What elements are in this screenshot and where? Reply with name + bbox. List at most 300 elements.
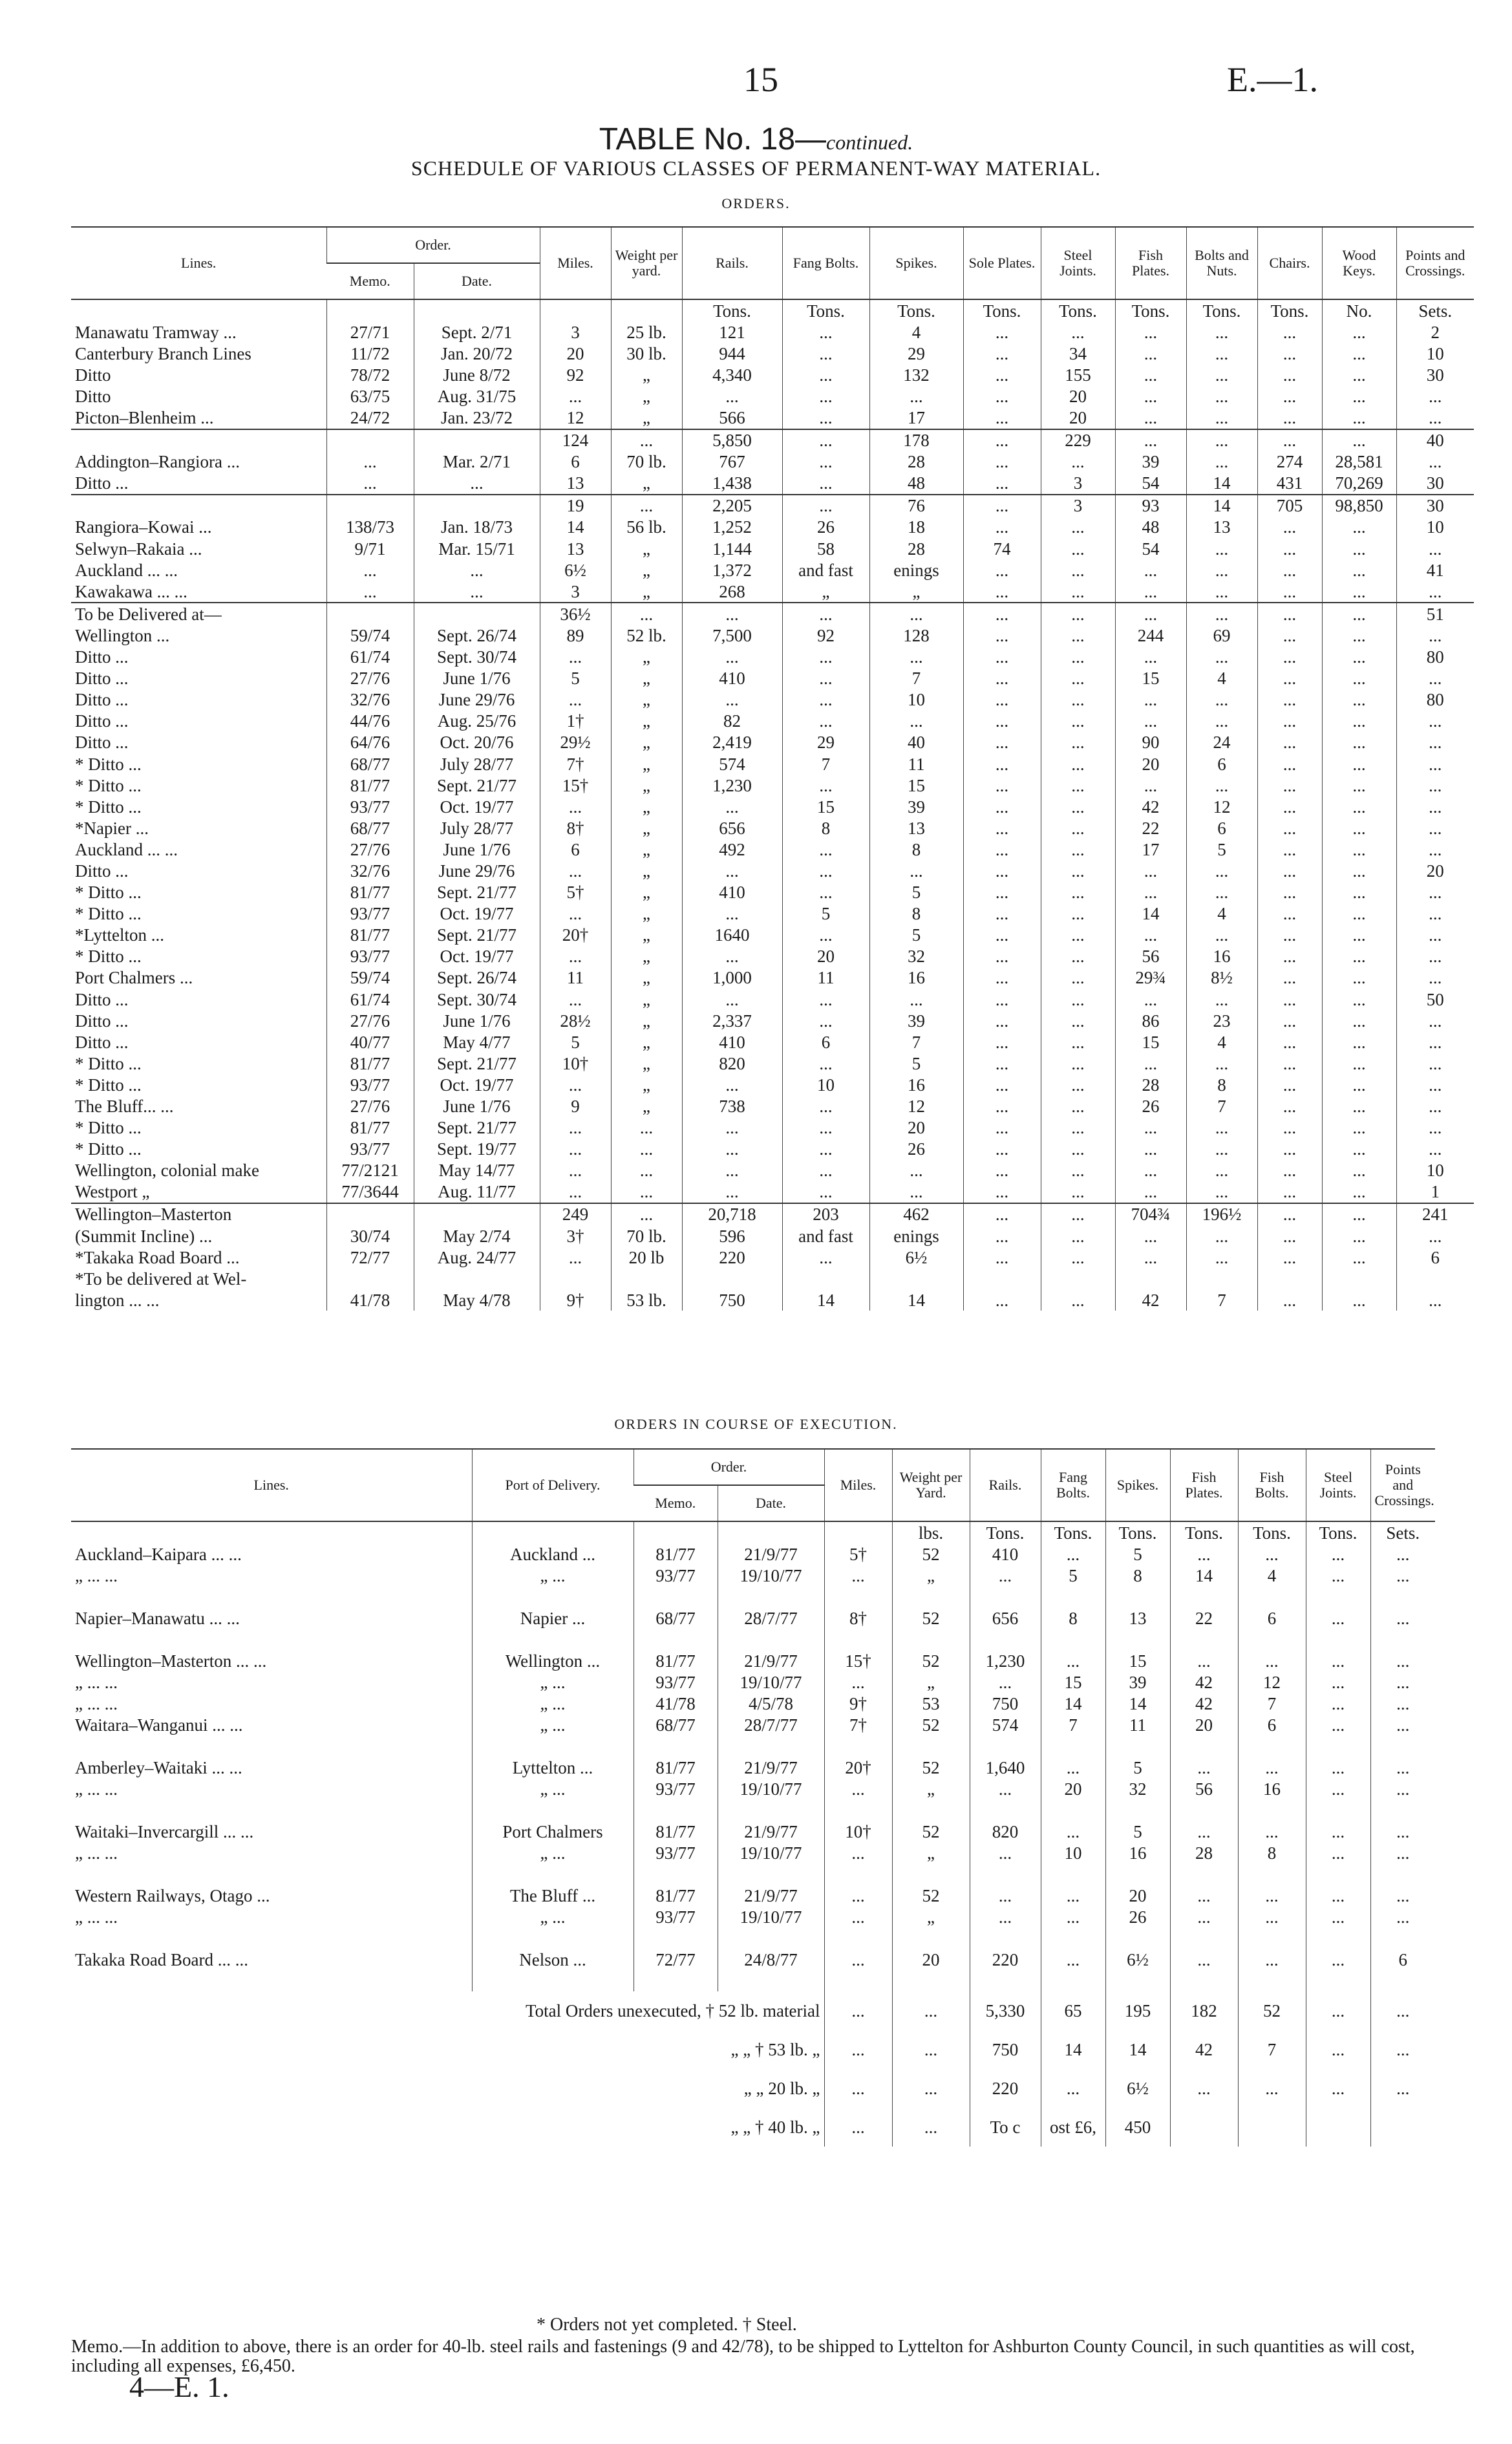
table-cell: 21/9/77 (718, 1885, 824, 1906)
table-cell: ... (963, 946, 1041, 967)
table-cell: ... (869, 860, 963, 881)
header-row (71, 1449, 1435, 1485)
table-cell: ... (326, 473, 414, 495)
table-cell: ... (1041, 882, 1115, 903)
table-cell: ... (1322, 1247, 1396, 1268)
table-cell: 29 (869, 343, 963, 364)
table-cell: 53 lb. (611, 1289, 682, 1311)
table-cell: „ (611, 882, 682, 903)
table-cell: ... (682, 796, 782, 817)
table-cell: * Ditto ... (75, 1118, 142, 1138)
table-cell: ... (1041, 1117, 1115, 1139)
table-cell: ... (682, 1117, 782, 1139)
table-cell: Tons. (682, 299, 782, 321)
table-cell: ... (824, 1991, 892, 2030)
table-cell: 155 (1041, 364, 1115, 385)
table-cell: ... (1257, 1225, 1322, 1247)
table-cell: 705 (1257, 495, 1322, 517)
table-cell: ... (963, 1289, 1041, 1311)
table-cell: lington ... ... (75, 1290, 160, 1310)
table-cell: ... (782, 451, 869, 473)
table-cell: ... (963, 1074, 1041, 1095)
table-cell: ... (1322, 1181, 1396, 1203)
table-cell: ... (963, 407, 1041, 429)
table-cell: 121 (682, 321, 782, 343)
table-cell: Auckland ... (472, 1543, 634, 1565)
table-cell (892, 1863, 970, 1885)
table-cell: 12 (869, 1095, 963, 1117)
table-cell: „ (892, 1671, 970, 1693)
table-cell: ... (869, 1160, 963, 1181)
table-cell: Wellington ... (75, 625, 170, 645)
table-cell: ... (1238, 1906, 1306, 1927)
header-cell: Miles. (824, 1449, 892, 1521)
table-cell: 249 (540, 1203, 611, 1225)
table-cell: 42 (1170, 1693, 1238, 1714)
table-cell: ... (1396, 882, 1474, 903)
table-row (71, 385, 1474, 407)
table-cell: 23 (1186, 1010, 1257, 1031)
table-cell: July 28/77 (414, 753, 540, 775)
table-cell: 20 (1041, 407, 1115, 429)
table-cell: 12 (1238, 1671, 1306, 1693)
table-cell: ... (1186, 343, 1257, 364)
table-cell: 52 (892, 1757, 970, 1778)
table-cell: 2,419 (682, 732, 782, 753)
table-cell: ... (1322, 860, 1396, 881)
table-cell: 10 (1396, 517, 1474, 538)
table-cell: ... (963, 796, 1041, 817)
table-cell: ... (1322, 753, 1396, 775)
table-cell: Sept. 30/74 (414, 989, 540, 1010)
header-cell: Fang Bolts. (782, 227, 869, 299)
table-cell: 5 (1105, 1757, 1170, 1778)
table-cell: 138/73 (326, 517, 414, 538)
table-cell: Western Railways, Otago ... (75, 1885, 270, 1905)
table-cell: 9/71 (326, 538, 414, 559)
table-cell: ... (1115, 647, 1186, 668)
table-cell: 19/10/77 (718, 1842, 824, 1863)
table-cell: 81/77 (326, 775, 414, 796)
execution-table (71, 1448, 1435, 2147)
table-cell: 27/76 (326, 1095, 414, 1117)
table-cell: 132 (869, 364, 963, 385)
table-cell: 93/77 (634, 1671, 718, 1693)
table-cell (1370, 2108, 1435, 2147)
table-cell: ... (1322, 429, 1396, 451)
table-cell: ... (1370, 1543, 1435, 1565)
table-cell: ... (963, 647, 1041, 668)
table-cell: Tons. (970, 1521, 1041, 1543)
table-cell: ... (1322, 321, 1396, 343)
table-cell: 3 (1041, 473, 1115, 495)
table-cell: Ditto ... (75, 669, 129, 689)
table-cell: 30/74 (326, 1225, 414, 1247)
table-cell: 81/77 (634, 1757, 718, 1778)
table-cell (71, 1799, 472, 1821)
table-cell: Sept. 21/77 (414, 775, 540, 796)
table-cell: June 1/76 (414, 1095, 540, 1117)
table-cell: 16 (1105, 1842, 1170, 1863)
table-cell: 14 (1105, 1693, 1170, 1714)
table-cell: „ (611, 1095, 682, 1117)
table-cell: ... (1257, 796, 1322, 817)
table-cell: 656 (682, 817, 782, 839)
table-cell: 11 (869, 753, 963, 775)
table-cell: ... (1238, 1650, 1306, 1671)
table-cell: June 1/76 (414, 668, 540, 689)
table-cell: 596 (682, 1225, 782, 1247)
table-cell: 16 (1238, 1778, 1306, 1799)
table-cell: 5† (824, 1543, 892, 1565)
table-cell: 124 (540, 429, 611, 451)
table-cell: 52 (892, 1543, 970, 1565)
table-cell: ... (1322, 1289, 1396, 1311)
totals-label: „ „ † 40 lb. „ (730, 2117, 820, 2137)
table-cell: 26 (869, 1139, 963, 1160)
table-cell: ... (970, 1671, 1041, 1693)
table-row (71, 451, 1474, 473)
table-cell (1306, 1735, 1370, 1757)
table-cell: ... (1306, 1693, 1370, 1714)
table-cell: ... (782, 603, 869, 625)
table-cell: ... (824, 2108, 892, 2147)
table-row (71, 1586, 1435, 1607)
table-cell (71, 429, 326, 451)
table-cell: 450 (1105, 2108, 1170, 2147)
table-cell: „ (869, 581, 963, 603)
table-cell: 14 (1115, 903, 1186, 925)
table-row (71, 1074, 1474, 1095)
table-cell (472, 1927, 634, 1949)
table-cell: „ ... ... (75, 1843, 118, 1863)
table-cell: „ ... ... (75, 1693, 118, 1713)
table-cell (414, 429, 540, 451)
table-cell: ... (1322, 1074, 1396, 1095)
table-cell: ... (540, 1160, 611, 1181)
table-cell: 6 (1186, 817, 1257, 839)
table-cell: 20 (892, 1949, 970, 1970)
table-row (71, 407, 1474, 429)
table-cell: ... (963, 1095, 1041, 1117)
table-cell: ... (1322, 385, 1396, 407)
table-row (71, 1671, 1435, 1693)
table-cell: * Ditto ... (75, 1139, 142, 1159)
table-cell: ... (540, 1247, 611, 1268)
table-cell: To c (970, 2108, 1041, 2147)
table-cell (472, 1799, 634, 1821)
table-cell: Tons. (1186, 299, 1257, 321)
table-cell (892, 1735, 970, 1757)
table-cell: ... (1257, 581, 1322, 603)
table-cell: Canterbury Branch Lines (75, 343, 251, 363)
table-cell: 16 (1186, 946, 1257, 967)
table-cell (1170, 1629, 1238, 1650)
table-cell (634, 1521, 718, 1543)
table-cell: „ (611, 407, 682, 429)
table-cell: (Summit Incline) ... (75, 1226, 213, 1246)
table-cell: 3 (540, 581, 611, 603)
table-cell: ... (1257, 1117, 1322, 1139)
table-cell: Tons. (1170, 1521, 1238, 1543)
table-cell: ... (1041, 1289, 1115, 1311)
table-cell: No. (1322, 299, 1396, 321)
table-cell: June 8/72 (414, 364, 540, 385)
table-cell (472, 1863, 634, 1885)
table-cell: 15 (782, 796, 869, 817)
table-cell (718, 1521, 824, 1543)
table-cell: „ (782, 581, 869, 603)
table-cell: ... (1322, 967, 1396, 989)
header-cell: Memo. (634, 1485, 718, 1521)
table-cell: ... (1396, 903, 1474, 925)
table-cell (71, 299, 326, 321)
table-cell (1170, 1970, 1238, 1991)
table-cell: ... (540, 385, 611, 407)
table-cell: ... (782, 1160, 869, 1181)
table-cell: 29 (782, 732, 869, 753)
table-cell: ... (540, 1139, 611, 1160)
table-row (71, 1714, 1435, 1735)
table-row (71, 1885, 1435, 1906)
table-cell: ... (1370, 1714, 1435, 1735)
table-cell: 93/77 (326, 903, 414, 925)
table-cell: 1,144 (682, 538, 782, 559)
header-cell: Spikes. (869, 227, 963, 299)
table-cell (1186, 1268, 1257, 1289)
table-cell (1322, 1268, 1396, 1289)
table-row (71, 364, 1474, 385)
table-cell: 11 (782, 967, 869, 989)
table-row (71, 1757, 1435, 1778)
table-cell: 61/74 (326, 647, 414, 668)
table-cell: ... (1370, 1757, 1435, 1778)
table-cell: 14 (1186, 495, 1257, 517)
table-cell (634, 1735, 718, 1757)
table-cell: ... (414, 581, 540, 603)
table-cell: 2 (1396, 321, 1474, 343)
table-cell: 20,718 (682, 1203, 782, 1225)
table-cell: ... (1041, 1247, 1115, 1268)
header-cell: Steel Joints. (1041, 227, 1115, 299)
table-cell (718, 1629, 824, 1650)
table-cell: 32 (1105, 1778, 1170, 1799)
table-cell: ... (1257, 517, 1322, 538)
table-cell: ... (1041, 1181, 1115, 1203)
table-cell: ... (1041, 668, 1115, 689)
table-cell: 41/78 (326, 1289, 414, 1311)
table-cell (963, 1268, 1041, 1289)
table-cell: * Ditto ... (75, 754, 142, 774)
table-cell: Oct. 19/77 (414, 1074, 540, 1095)
document-reference: E.—1. (1227, 60, 1318, 99)
table-cell: ... (1306, 1821, 1370, 1842)
table-cell: 410 (682, 1031, 782, 1053)
table-cell: 14 (869, 1289, 963, 1311)
table-cell: Auckland ... ... (75, 560, 178, 580)
table-cell (1370, 1970, 1435, 1991)
table-cell (824, 1586, 892, 1607)
table-cell: „ (611, 689, 682, 711)
table-cell: 28,581 (1322, 451, 1396, 473)
table-cell: Sept. 19/77 (414, 1139, 540, 1160)
table-cell: 14 (1041, 1693, 1105, 1714)
table-cell: ... (1186, 711, 1257, 732)
table-cell: ... (1257, 343, 1322, 364)
footnote-symbols: * Orders not yet completed. † Steel. (537, 2315, 797, 2335)
table-cell: Ditto ... (75, 1032, 129, 1052)
table-cell: ... (1041, 796, 1115, 817)
table-cell: 7 (782, 753, 869, 775)
table-row (71, 1225, 1474, 1247)
table-row (71, 1289, 1474, 1311)
table-cell: ... (682, 1074, 782, 1095)
table-cell: ... (963, 689, 1041, 711)
table-cell: Tons. (1238, 1521, 1306, 1543)
table-cell: 41/78 (634, 1693, 718, 1714)
table-cell: 42 (1170, 1671, 1238, 1693)
table-cell (1238, 2108, 1306, 2147)
table-cell: ... (892, 2069, 970, 2108)
table-cell: ... (1396, 817, 1474, 839)
table-cell: ... (1041, 732, 1115, 753)
table-row (71, 1268, 1474, 1289)
table-cell (824, 1863, 892, 1885)
table-cell: ... (869, 989, 963, 1010)
table-cell: ... (1041, 946, 1115, 967)
table-cell: 27/71 (326, 321, 414, 343)
table-cell (718, 1735, 824, 1757)
table-cell: 7,500 (682, 625, 782, 646)
table-cell: 39 (1115, 451, 1186, 473)
table-cell: ... (540, 989, 611, 1010)
table-cell: 54 (1115, 538, 1186, 559)
table-cell: ... (1370, 1650, 1435, 1671)
table-cell: Ditto (75, 386, 111, 406)
table-cell: 65 (1041, 1991, 1105, 2030)
table-cell: ... (1186, 1160, 1257, 1181)
table-cell: ... (782, 1139, 869, 1160)
table-cell: ... (963, 989, 1041, 1010)
header-cell: Bolts and Nuts. (1186, 227, 1257, 299)
table-cell: 8 (1186, 1074, 1257, 1095)
header-cell: Memo. (326, 263, 414, 299)
table-cell: ... (326, 559, 414, 581)
table-cell: ... (1322, 1225, 1396, 1247)
table-cell: 1640 (682, 925, 782, 946)
table-cell (1396, 1268, 1474, 1289)
table-row (71, 429, 1474, 451)
table-cell: 820 (682, 1053, 782, 1074)
table-cell: ... (824, 1565, 892, 1586)
table-row (71, 1031, 1474, 1053)
table-cell: The Bluff... ... (75, 1097, 174, 1117)
table-cell: „ ... (472, 1714, 634, 1735)
table-cell: 20 (869, 1117, 963, 1139)
table-cell: ... (1257, 967, 1322, 989)
table-cell (634, 1799, 718, 1821)
table-cell: 750 (970, 1693, 1041, 1714)
totals-row (71, 2030, 1435, 2069)
table-cell: 274 (1257, 451, 1322, 473)
table-cell: 27/76 (326, 668, 414, 689)
table-cell: 10† (824, 1821, 892, 1842)
table-cell: ... (1370, 1885, 1435, 1906)
table-cell: ... (1322, 1117, 1396, 1139)
table-cell: „ ... (472, 1842, 634, 1863)
header-cell: Weight per Yard. (892, 1449, 970, 1521)
table-cell: 10 (1396, 343, 1474, 364)
table-cell: ... (1370, 1991, 1435, 2030)
table-cell: ... (1322, 1139, 1396, 1160)
table-cell: Sept. 21/77 (414, 925, 540, 946)
table-cell (71, 1970, 472, 1991)
table-cell: ... (1396, 796, 1474, 817)
table-cell: „ (611, 1031, 682, 1053)
table-cell: ... (1257, 1139, 1322, 1160)
table-cell: ... (1238, 1949, 1306, 1970)
table-cell: Auckland ... ... (75, 839, 178, 859)
table-cell: * Ditto ... (75, 904, 142, 924)
table-cell: 68/77 (326, 817, 414, 839)
table-cell (326, 299, 414, 321)
table-cell: 4 (869, 321, 963, 343)
table-cell: Ditto ... (75, 690, 129, 710)
table-cell: ... (782, 385, 869, 407)
table-cell: ... (782, 925, 869, 946)
table-cell: 410 (682, 882, 782, 903)
table-cell: 14 (782, 1289, 869, 1311)
table-cell: ... (782, 364, 869, 385)
table-cell: ... (1257, 385, 1322, 407)
table-cell: „ (611, 711, 682, 732)
table-cell: ... (1170, 1906, 1238, 1927)
table-cell (611, 299, 682, 321)
table-cell: ... (1322, 1203, 1396, 1225)
table-cell: „ (892, 1778, 970, 1799)
table-cell: 28/7/77 (718, 1714, 824, 1735)
sheet-reference: 4—E. 1. (129, 2370, 229, 2403)
table-cell: ... (1257, 407, 1322, 429)
table-cell (1238, 1629, 1306, 1650)
table-cell: ... (1041, 321, 1115, 343)
table-cell: enings (869, 559, 963, 581)
table-cell: „ (611, 967, 682, 989)
table-cell: 56 (1170, 1778, 1238, 1799)
table-cell: ... (1041, 860, 1115, 881)
table-cell: ... (1115, 1247, 1186, 1268)
table-cell (782, 1268, 869, 1289)
table-cell: 32 (869, 946, 963, 967)
table-row (71, 625, 1474, 646)
table-cell: ... (1306, 1671, 1370, 1693)
table-cell: 6 (1238, 1607, 1306, 1629)
table-cell: 1,000 (682, 967, 782, 989)
table-cell: ... (1041, 925, 1115, 946)
table-cell: ... (1257, 1053, 1322, 1074)
table-cell: 72/77 (634, 1949, 718, 1970)
table-cell: ... (1041, 1757, 1105, 1778)
table-cell: 7 (1186, 1095, 1257, 1117)
table-cell: 20 (1041, 385, 1115, 407)
table-cell: ... (1257, 1074, 1322, 1095)
table-cell: ... (1238, 2069, 1306, 2108)
page-number: 15 (743, 60, 778, 99)
table-cell: ... (1257, 1203, 1322, 1225)
table-cell: 10† (540, 1053, 611, 1074)
table-cell: ... (611, 1139, 682, 1160)
table-cell: ... (1306, 1565, 1370, 1586)
